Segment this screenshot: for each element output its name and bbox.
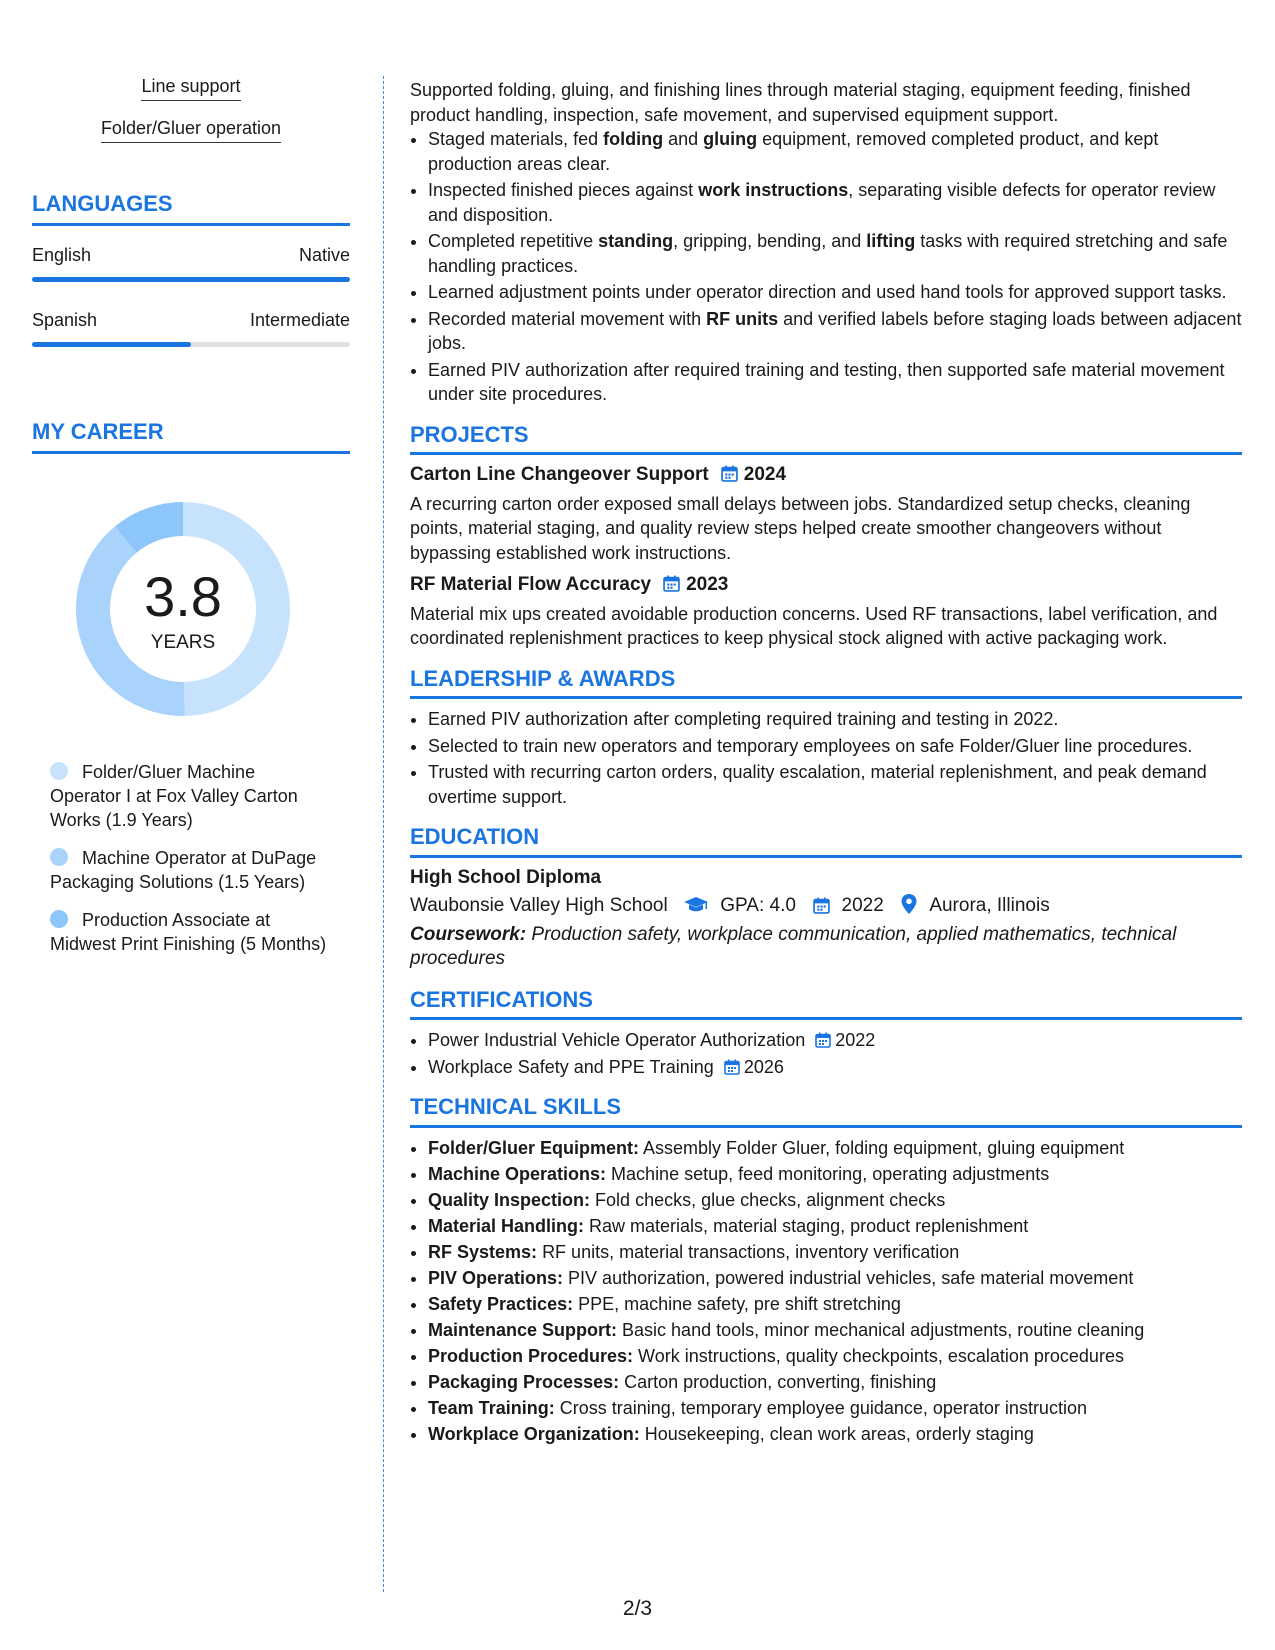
project-item bbox=[410, 573, 1242, 651]
projects-section bbox=[410, 423, 1242, 651]
certification-item bbox=[428, 1028, 1242, 1053]
project-title-row bbox=[410, 463, 1242, 488]
certifications-heading: CERTIFICATIONS bbox=[410, 988, 1242, 1021]
skill-label: Machine Operations: bbox=[428, 1163, 607, 1184]
skill-value: Basic hand tools, minor mechanical adjustments, routine cleaning bbox=[622, 1319, 1145, 1340]
skill-item bbox=[428, 1188, 1242, 1213]
leadership-section bbox=[410, 667, 1242, 810]
career-section bbox=[32, 419, 350, 956]
certifications-list bbox=[410, 1028, 1242, 1079]
experience-bullet: • Learned adjustment points under operator direction and used hand tools for approved support tasks. bbox=[428, 280, 1242, 305]
skill-item bbox=[428, 1240, 1242, 1265]
career-legend-label: Folder/Gluer Machine Operator I at Fox Valley Carton Works (1.9 Years) bbox=[50, 762, 298, 830]
skill-label: Folder/Gluer Equipment: bbox=[428, 1137, 640, 1158]
language-name: Spanish bbox=[32, 310, 98, 330]
project-title-row bbox=[410, 573, 1242, 598]
calendar-icon bbox=[721, 465, 738, 482]
skill-value: Carton production, converting, finishing bbox=[624, 1371, 937, 1392]
career-donut-chart bbox=[68, 494, 298, 724]
skill-value: Raw materials, material staging, product replenishment bbox=[589, 1215, 1029, 1236]
skill-label: Team Training: bbox=[428, 1397, 555, 1418]
calendar-icon bbox=[663, 575, 680, 592]
skills-list bbox=[410, 1136, 1242, 1447]
location-pin-icon bbox=[901, 894, 917, 914]
column-divider bbox=[383, 76, 384, 1592]
legend-dot bbox=[50, 762, 68, 780]
skill-label: Safety Practices: bbox=[428, 1293, 574, 1314]
language-name: English bbox=[32, 245, 92, 265]
page-number: 2/3 bbox=[622, 1597, 653, 1620]
calendar-icon bbox=[815, 1032, 831, 1048]
language-level: Native bbox=[298, 245, 350, 265]
tag-folder-gluer: Folder/Gluer operation bbox=[101, 118, 281, 143]
skill-label: Quality Inspection: bbox=[428, 1189, 591, 1210]
education-section bbox=[410, 825, 1242, 972]
graduation-cap-icon bbox=[683, 896, 709, 914]
career-legend-label: Machine Operator at DuPage Packaging Solutions (1.5 Years) bbox=[50, 848, 317, 892]
experience-bullet: • Recorded material movement with RF units and verified labels before staging loads between adjacent jobs. bbox=[428, 307, 1242, 356]
certifications-section bbox=[410, 988, 1242, 1080]
skill-value: Housekeeping, clean work areas, orderly staging bbox=[644, 1423, 1034, 1444]
experience-summary: Supported folding, gluing, and finishing lines through material staging, equipment feeding, finished product handling, inspection, safe movement, and supervised equipment support. bbox=[410, 80, 1191, 125]
career-legend-item bbox=[50, 846, 330, 894]
career-legend-item bbox=[50, 760, 330, 832]
career-legend-label: Production Associate at Midwest Print Finishing (5 Months) bbox=[50, 910, 327, 954]
experience-bullet: • Completed repetitive standing, gripping, bending, and lifting tasks with required stretching and safe handling practices. bbox=[428, 229, 1242, 278]
skill-item bbox=[428, 1214, 1242, 1239]
calendar-icon bbox=[813, 897, 830, 914]
education-details bbox=[410, 894, 1242, 919]
skill-item bbox=[428, 1266, 1242, 1291]
career-legend bbox=[32, 760, 350, 956]
coursework-label: Coursework: bbox=[410, 923, 527, 945]
experience-bullet: • Inspected finished pieces against work instructions, separating visible defects for operator review and disposition. bbox=[428, 178, 1242, 227]
skill-item bbox=[428, 1370, 1242, 1395]
certification-year: 2022 bbox=[835, 1030, 876, 1050]
experience-bullet: • Earned PIV authorization after required training and testing, then supported safe material movement under site procedures. bbox=[428, 358, 1242, 407]
education-gpa: GPA: 4.0 bbox=[720, 895, 796, 916]
skill-item bbox=[428, 1344, 1242, 1369]
skill-item bbox=[428, 1396, 1242, 1421]
calendar-icon bbox=[724, 1059, 740, 1075]
language-bar-fill bbox=[32, 342, 191, 347]
leadership-bullet: • Trusted with recurring carton orders, quality escalation, material replenishment, and peak demand overtime support. bbox=[428, 760, 1242, 809]
education-school: Waubonsie Valley High School bbox=[410, 895, 668, 916]
skill-value: Work instructions, quality checkpoints, escalation procedures bbox=[638, 1345, 1124, 1366]
certification-name: Power Industrial Vehicle Operator Authorization bbox=[428, 1030, 806, 1050]
experience-bullets bbox=[410, 127, 1242, 407]
experience-bullet: • Staged materials, fed folding and gluing equipment, removed completed product, and kept production areas clear. bbox=[428, 127, 1242, 176]
language-level: Intermediate bbox=[249, 310, 350, 330]
career-unit: YEARS bbox=[150, 632, 216, 653]
skill-value: Assembly Folder Gluer, folding equipment, gluing equipment bbox=[643, 1137, 1125, 1158]
skills-section bbox=[410, 1095, 1242, 1446]
skill-value: Machine setup, feed monitoring, operating adjustments bbox=[611, 1163, 1050, 1184]
experience-section bbox=[410, 78, 1242, 407]
skill-value: PIV authorization, powered industrial vehicles, safe material movement bbox=[568, 1267, 1134, 1288]
skill-value: PPE, machine safety, pre shift stretching bbox=[578, 1293, 901, 1314]
languages-heading: LANGUAGES bbox=[32, 191, 350, 226]
main-content bbox=[410, 78, 1242, 1448]
career-legend-item bbox=[50, 908, 330, 956]
sidebar bbox=[32, 76, 350, 970]
certification-item bbox=[428, 1055, 1242, 1080]
language-item bbox=[32, 245, 350, 282]
language-bar bbox=[32, 342, 350, 347]
project-title: Carton Line Changeover Support bbox=[410, 464, 709, 485]
skill-item bbox=[428, 1292, 1242, 1317]
skill-value: RF units, material transactions, inventory verification bbox=[542, 1241, 960, 1262]
career-total: 3.8 bbox=[144, 565, 222, 628]
project-title: RF Material Flow Accuracy bbox=[410, 574, 652, 595]
skill-label: Material Handling: bbox=[428, 1215, 585, 1236]
strength-tags bbox=[32, 76, 350, 160]
education-coursework bbox=[410, 923, 1242, 972]
education-year: 2022 bbox=[841, 895, 884, 916]
language-bar-fill bbox=[32, 277, 350, 282]
skill-value: Cross training, temporary employee guidance, operator instruction bbox=[559, 1397, 1087, 1418]
skill-label: Maintenance Support: bbox=[428, 1319, 618, 1340]
legend-dot bbox=[50, 848, 68, 866]
skill-label: Production Procedures: bbox=[428, 1345, 634, 1366]
language-item bbox=[32, 310, 350, 347]
leadership-bullets bbox=[410, 707, 1242, 809]
project-description: A recurring carton order exposed small delays between jobs. Standardized setup checks, cleaning points, material staging, and quality review steps helped create smoother changeovers without bypassing established work instructions. bbox=[410, 493, 1191, 563]
skill-label: PIV Operations: bbox=[428, 1267, 564, 1288]
skill-label: RF Systems: bbox=[428, 1241, 538, 1262]
languages-section bbox=[32, 191, 350, 347]
skill-value: Fold checks, glue checks, alignment checks bbox=[595, 1189, 946, 1210]
career-heading: MY CAREER bbox=[32, 419, 350, 454]
language-bar bbox=[32, 277, 350, 282]
project-year: 2024 bbox=[743, 464, 787, 485]
leadership-heading: LEADERSHIP & AWARDS bbox=[410, 667, 1242, 700]
leadership-bullet: • Earned PIV authorization after completing required training and testing in 2022. bbox=[428, 707, 1242, 732]
projects-heading: PROJECTS bbox=[410, 423, 1242, 456]
coursework-text: Production safety, workplace communication, applied mathematics, technical procedures bbox=[410, 923, 1177, 969]
leadership-bullet: • Selected to train new operators and temporary employees on safe Folder/Gluer line procedures. bbox=[428, 734, 1242, 759]
project-year: 2023 bbox=[686, 574, 729, 595]
skill-label: Packaging Processes: bbox=[428, 1371, 620, 1392]
skill-label: Workplace Organization: bbox=[428, 1423, 640, 1444]
certification-year: 2026 bbox=[743, 1056, 784, 1077]
skill-item bbox=[428, 1318, 1242, 1343]
skill-item bbox=[428, 1136, 1242, 1161]
education-degree: High School Diploma bbox=[410, 866, 602, 888]
legend-dot bbox=[50, 910, 68, 928]
education-heading: EDUCATION bbox=[410, 825, 1242, 858]
project-description: Material mix ups created avoidable production concerns. Used RF transactions, label verification, and coordinated replenishment practices to keep physical stock aligned with active packaging work. bbox=[410, 603, 1218, 648]
certification-name: Workplace Safety and PPE Training bbox=[428, 1056, 714, 1077]
education-location: Aurora, Illinois bbox=[929, 895, 1050, 916]
skills-heading: TECHNICAL SKILLS bbox=[410, 1095, 1242, 1128]
project-item bbox=[410, 463, 1242, 565]
skill-item bbox=[428, 1422, 1242, 1447]
tag-line-support: Line support bbox=[141, 76, 240, 101]
skill-item bbox=[428, 1162, 1242, 1187]
